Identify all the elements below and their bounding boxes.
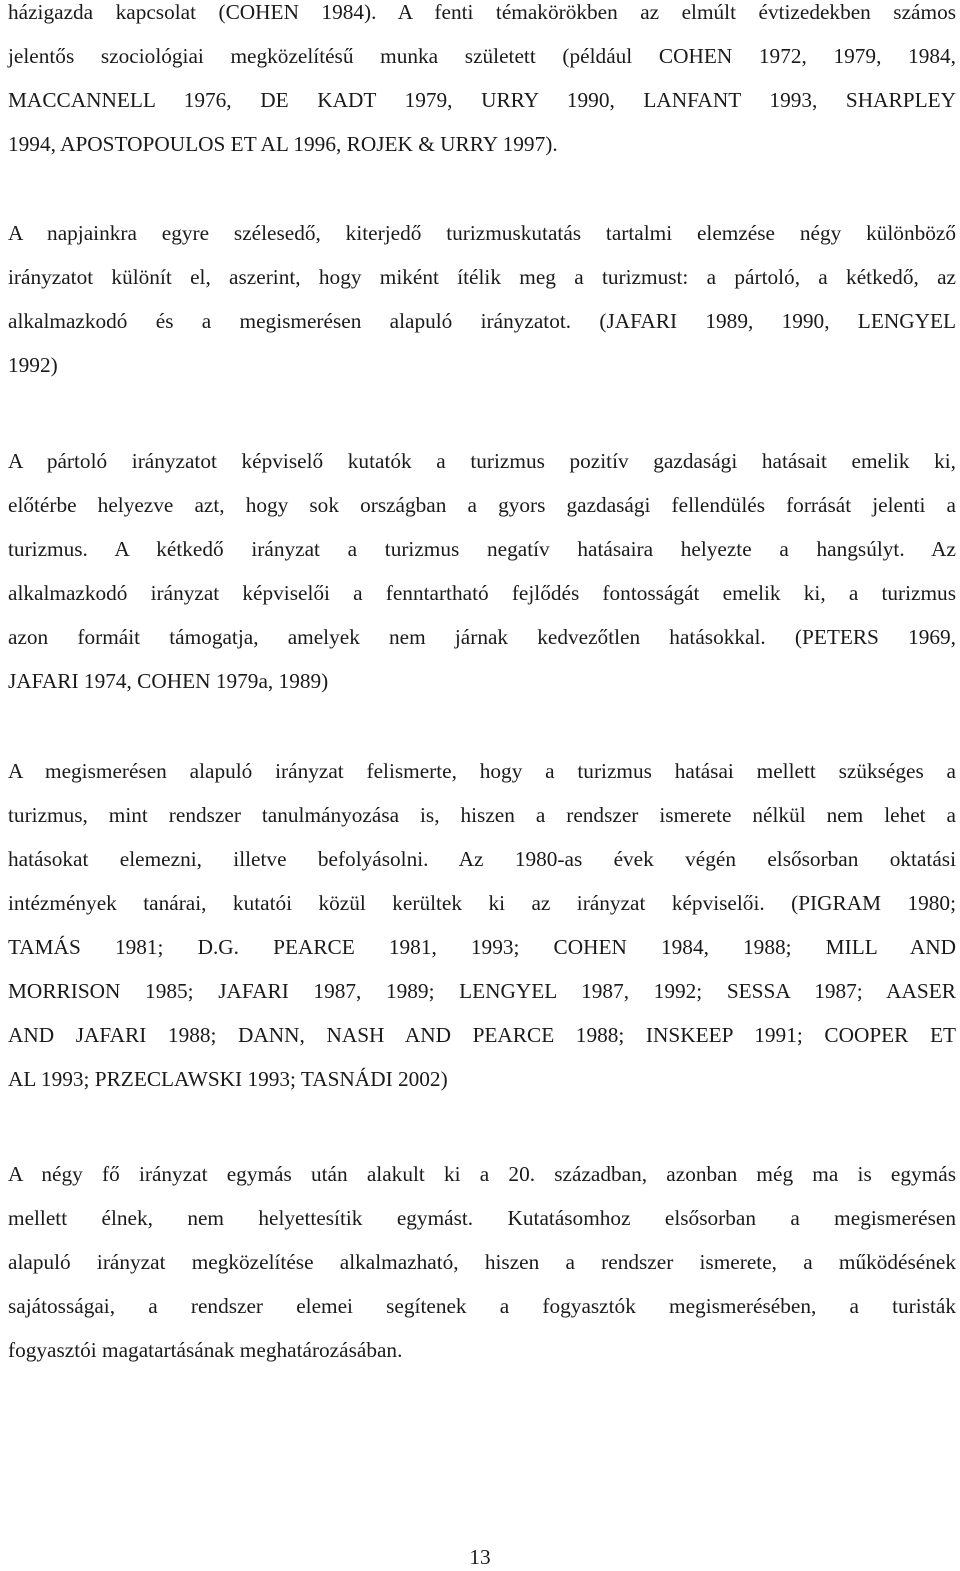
text-line: irányzatot különít el, aszerint, hogy miként ítélik meg a turizmust: a pártoló, a kétkedő, az	[8, 265, 956, 289]
text-line: 1994, APOSTOPOULOS ET AL 1996, ROJEK & URRY 1997).	[8, 132, 558, 156]
text-line: hatásokat elemezni, illetve befolyásolni. Az 1980-as évek végén elsősorban oktatási	[8, 847, 956, 871]
text-line: sajátosságai, a rendszer elemei segítenek a fogyasztók megismerésében, a turisták	[8, 1294, 956, 1318]
text-line: házigazda kapcsolat (COHEN 1984). A fenti témakörökben az elmúlt évtizedekben számos	[8, 0, 956, 24]
paragraph-intro-continuation	[8, 0, 956, 174]
text-line: A pártoló irányzatot képviselő kutatók a turizmus pozitív gazdasági hatásait emelik ki,	[8, 449, 956, 473]
page-number: 13	[469, 1545, 491, 1569]
text-line: MORRISON 1985; JAFARI 1987, 1989; LENGYEL 1987, 1992; SESSA 1987; AASER	[8, 979, 956, 1003]
text-line: AL 1993; PRZECLAWSKI 1993; TASNÁDI 2002)	[8, 1067, 448, 1091]
text-line: előtérbe helyezve azt, hogy sok országban a gyors gazdasági fellendülés forrását jelenti a	[8, 493, 956, 517]
text-line: AND JAFARI 1988; DANN, NASH AND PEARCE 1988; INSKEEP 1991; COOPER ET	[8, 1023, 956, 1047]
text-line: mellett élnek, nem helyettesítik egymást. Kutatásomhoz elsősorban a megismerésen	[8, 1206, 956, 1230]
paragraph-four-directions	[8, 219, 956, 395]
text-line: alapuló irányzat megközelítése alkalmazható, hiszen a rendszer ismerete, a működésének	[8, 1250, 956, 1274]
text-line: A napjainkra egyre szélesedő, kiterjedő turizmuskutatás tartalmi elemzése négy különböző	[8, 221, 956, 245]
text-line: fogyasztói magatartásának meghatározásában.	[8, 1338, 403, 1362]
paragraph-conclusion	[8, 1160, 956, 1380]
text-line: intézmények tanárai, kutatói közül kerültek ki az irányzat képviselői. (PIGRAM 1980;	[8, 891, 956, 915]
text-line: turizmus, mint rendszer tanulmányozása is, hiszen a rendszer ismerete nélkül nem lehet a	[8, 803, 956, 827]
text-line: jelentős szociológiai megközelítésű munka született (például COHEN 1972, 1979, 1984,	[8, 44, 956, 68]
paragraph-supporting-direction	[8, 447, 956, 711]
paragraph-knowledge-direction	[8, 757, 956, 1109]
text-line: JAFARI 1974, COHEN 1979a, 1989)	[8, 669, 329, 693]
text-line: turizmus. A kétkedő irányzat a turizmus negatív hatásaira helyezte a hangsúlyt. Az	[8, 537, 956, 561]
text-line: 1992)	[8, 353, 58, 377]
text-line: alkalmazkodó irányzat képviselői a fenntartható fejlődés fontosságát emelik ki, a turizmus	[8, 581, 956, 605]
text-line: A megismerésen alapuló irányzat felismerte, hogy a turizmus hatásai mellett szükséges a	[8, 759, 956, 783]
text-line: TAMÁS 1981; D.G. PEARCE 1981, 1993; COHEN 1984, 1988; MILL AND	[8, 935, 956, 959]
text-line: MACCANNELL 1976, DE KADT 1979, URRY 1990, LANFANT 1993, SHARPLEY	[8, 88, 956, 112]
text-line: alkalmazkodó és a megismerésen alapuló irányzatot. (JAFARI 1989, 1990, LENGYEL	[8, 309, 956, 333]
text-line: A négy fő irányzat egymás után alakult ki a 20. században, azonban még ma is egymás	[8, 1162, 956, 1186]
text-line: azon formáit támogatja, amelyek nem járnak kedvezőtlen hatásokkal. (PETERS 1969,	[8, 625, 956, 649]
